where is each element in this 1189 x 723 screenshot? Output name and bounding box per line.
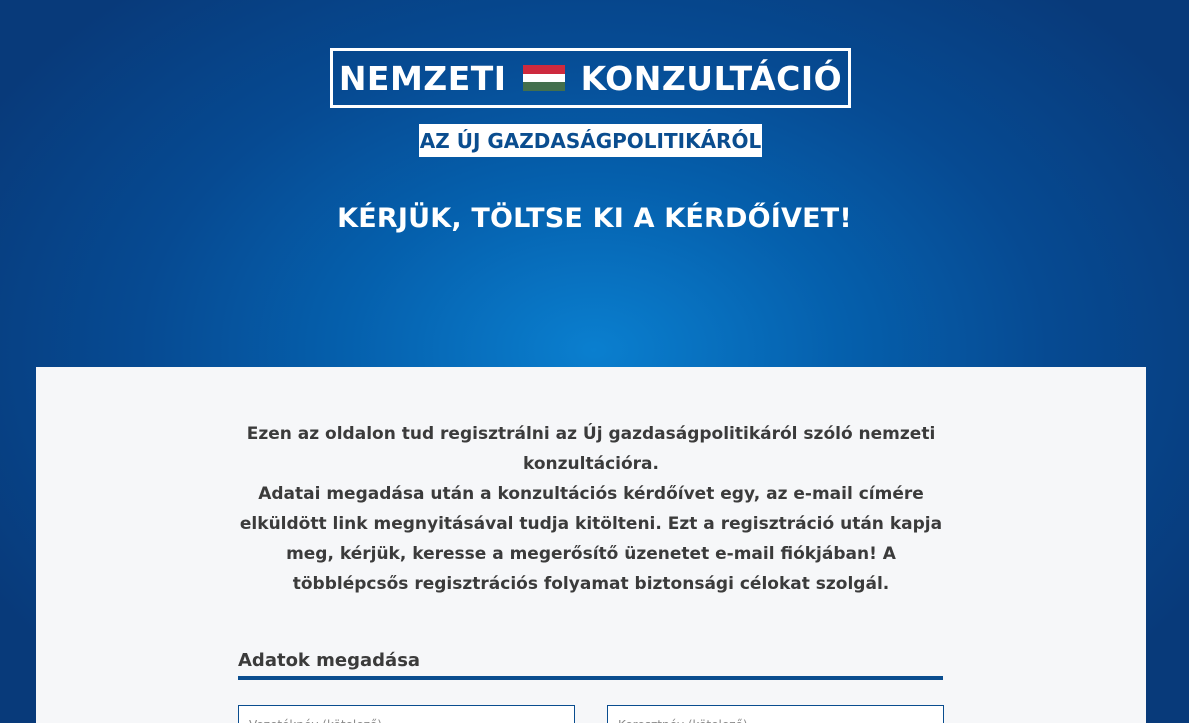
first-name-input[interactable]: [608, 706, 943, 723]
last-name-input[interactable]: [239, 706, 574, 723]
title-right: KONZULTÁCIÓ: [580, 58, 843, 98]
form-section-title: Adatok megadása: [238, 650, 421, 671]
consultation-subtitle: AZ ÚJ GAZDASÁGPOLITIKÁRÓL: [419, 124, 762, 157]
intro-paragraph-1: Ezen az oldalon tud regisztrálni az Új gazdaságpolitikáról szóló nemzeti konzultációra.: [246, 424, 936, 474]
first-name-field-wrapper: [607, 705, 944, 723]
title-left: NEMZETI: [338, 58, 507, 98]
intro-text: [236, 419, 946, 599]
intro-paragraph-2: Adatai megadása után a konzultációs kérdőívet egy, az e-mail címére elküldött link megnyitásával tudja kitölteni. Ezt a regisztráció után kapja meg, kérjük, keresse a megerősítő üzenetet e-mail fiókjában! A többlépcsős regisztrációs folyamat biztonsági célokat szolgál.: [239, 484, 943, 594]
hungarian-flag-icon: [523, 65, 565, 91]
section-divider: [238, 676, 943, 680]
last-name-field-wrapper: [238, 705, 575, 723]
registration-panel: [36, 367, 1146, 723]
consultation-title: [330, 48, 851, 108]
call-to-action-heading: KÉRJÜK, TÖLTSE KI A KÉRDŐÍVET!: [337, 203, 852, 234]
